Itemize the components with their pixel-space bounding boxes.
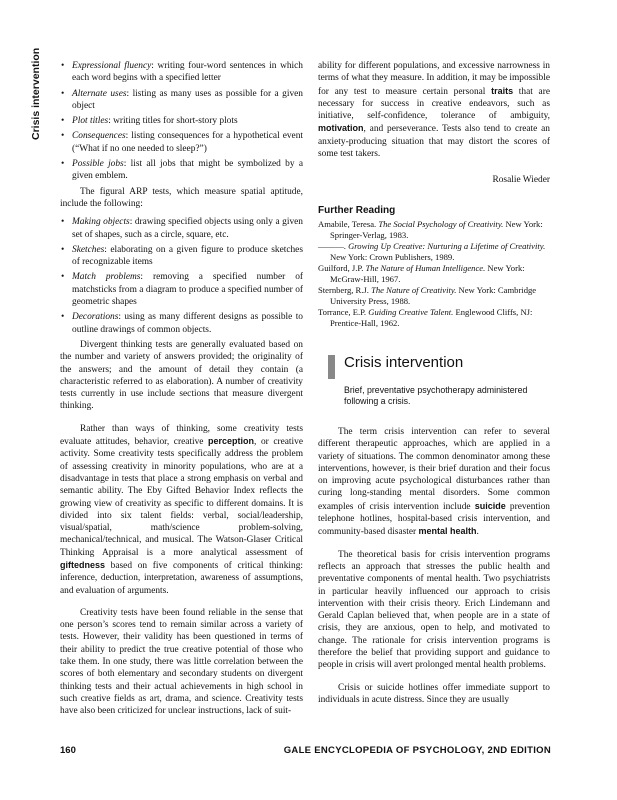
reference-item: Sternberg, R.J. The Nature of Creativity. New York: Cambridge University Press, 1988.: [318, 284, 537, 306]
entry-heading: [318, 355, 550, 377]
paragraph-term: The term crisis intervention can refer to several different therapeutic approaches, which are applied in a variety of situations. The common denominator among these interventions, however, is their brief duration and their focus on improving acute psychological disturbances rather than curing long-standing mental disorders. Some common examples of crisis intervention include suicide prevention telephone hotlines, hospital-based crisis intervention, and community-based disaster mental health.: [318, 426, 550, 538]
reference-item: ———. Growing Up Creative: Nurturing a Lifetime of Creativity. New York: Crown Publishers, 1989.: [318, 240, 546, 262]
paragraph-figural: The figural ARP tests, which measure spatial aptitude, include the following:: [60, 186, 303, 209]
reference-item: Torrance, E.P. Guiding Creative Talent. Englewood Cliffs, NJ: Prentice-Hall, 1962.: [318, 306, 533, 328]
list-item: • Match problems: removing a specified number of matchsticks from a diagram to produce a specified number of geometric shapes: [60, 271, 303, 308]
keyword-link-motivation[interactable]: motivation: [318, 123, 364, 134]
paragraph-continued: ability for different populations, and excessive narrowness in terms of what they measure. In addition, it may be impossible for any test to measure certain personal traits that are necessary for success in creative endeavors, such as initiative, self-confidence, tolerance of ambiguity, motivation, and perseverance. Tests also tend to create an anxiety-producing situation that may distort the scores of some test takers.: [318, 61, 550, 160]
author-signature: Rosalie Wieder: [492, 175, 550, 186]
entry-title: Crisis intervention: [344, 353, 464, 371]
paragraph-reliable: Creativity tests have been found reliable in the sense that one person’s scores tend to remain similar across a variety of tests. However, their validity has been questioned in terms of their ability to predict the true creative potential of those who take them. In one study, there was little correlation between the scores of both elementary and secondary students on divergent thinking tests and their actual achievements in high school in such creative fields as art, drama, and science. Creativity tests have also been criticized for unclear instructions, lack of suit-: [60, 607, 303, 717]
entry-definition: Brief, preventative psychotherapy administered following a crisis.: [344, 384, 528, 407]
keyword-link-suicide[interactable]: suicide: [474, 500, 506, 511]
keyword-link-traits[interactable]: traits: [491, 85, 514, 96]
reference-item: Guilford, J.P. The Nature of Human Intelligence. New York: McGraw-Hill, 1967.: [318, 262, 525, 284]
keyword-link-perception[interactable]: perception: [208, 436, 255, 447]
paragraph-rather: Rather than ways of thinking, some creativity tests evaluate attitudes, behavior, creative perception, or creative activity. Some creativity tests specifically address the problem of assessing creativity in minority populations, who are at a disadvantage in tests that place a strong emphasis on verbal and semantic ability. The Eby Gifted Behavior Index reflects the growing view of creativity as specific to different domains. It is divided into six talent fields: verbal, social/leadership, visual/spatial, math/science problem-solving, mechanical/technical, and musical. The Watson-Glaser Critical Thinking Appraisal is a more analytical assessment of giftedness based on five components of critical thinking: inference, deduction, interpretation, awareness of assumptions, and evaluation of arguments.: [60, 423, 303, 596]
list-item: • Making objects: drawing specified objects using only a given set of shapes, such as a circle, square, etc.: [60, 216, 303, 241]
list-item: • Sketches: elaborating on a given figure to produce sketches of recognizable items: [60, 244, 303, 269]
keyword-link-mental-health[interactable]: mental health: [418, 526, 477, 537]
side-tab: [30, 47, 44, 142]
figural-tests-list: [60, 216, 303, 336]
paragraph-divergent: Divergent thinking tests are generally evaluated based on the number and variety of answers provided; the originality of the answers; and the amount of detail they contain (a characteristic referred to as elaboration). A number of creativity tests currently in use include sections that measure divergent thinking.: [60, 339, 303, 412]
keyword-link-giftedness[interactable]: giftedness: [60, 559, 106, 570]
entry-marker-bar: [328, 355, 335, 379]
left-column: [60, 60, 303, 724]
list-item: • Decorations: using as many different designs as possible to outline drawings of common objects.: [60, 311, 303, 336]
paragraph-theoretical: The theoretical basis for crisis intervention programs reflects an approach that stresses the public health and preventative components of mental health. Two psychiatrists in particular heavily influenced our approach to crisis intervention with their crisis theory. Erich Lindemann and Gerald Caplan believed that, when people are in a state of crisis, they are anxious, open to help, and motivated to change. The rationale for crisis intervention programs is therefore the belief that providing support and guidance to people in crisis will avert prolonged mental health problems.: [318, 549, 550, 671]
further-reading-heading: Further Reading: [318, 204, 396, 216]
list-item: • Consequences: listing consequences for a hypothetical event (“What if no one needed to sleep?”): [60, 130, 303, 155]
list-item: • Expressional fluency: writing four-word sentences in which each word begins with a specified letter: [60, 60, 303, 85]
verbal-tests-list: [60, 60, 303, 183]
reference-item: Amabile, Teresa. The Social Psychology of Creativity. New York: Springer-Verlag, 1983.: [318, 218, 543, 240]
list-item: • Possible jobs: list all jobs that might be symbolized by a given emblem.: [60, 158, 303, 183]
side-tab-label: Crisis intervention: [30, 47, 42, 140]
list-item: • Plot titles: writing titles for short-story plots: [60, 115, 303, 127]
paragraph-hotlines: Crisis or suicide hotlines offer immediate support to individuals in acute distress. Since they are usually: [318, 682, 550, 705]
list-item: • Alternate uses: listing as many uses as possible for a given object: [60, 88, 303, 113]
page-number: 160: [60, 745, 76, 756]
publication-title: GALE ENCYCLOPEDIA OF PSYCHOLOGY, 2ND EDITION: [283, 745, 551, 756]
right-column: [318, 60, 550, 712]
